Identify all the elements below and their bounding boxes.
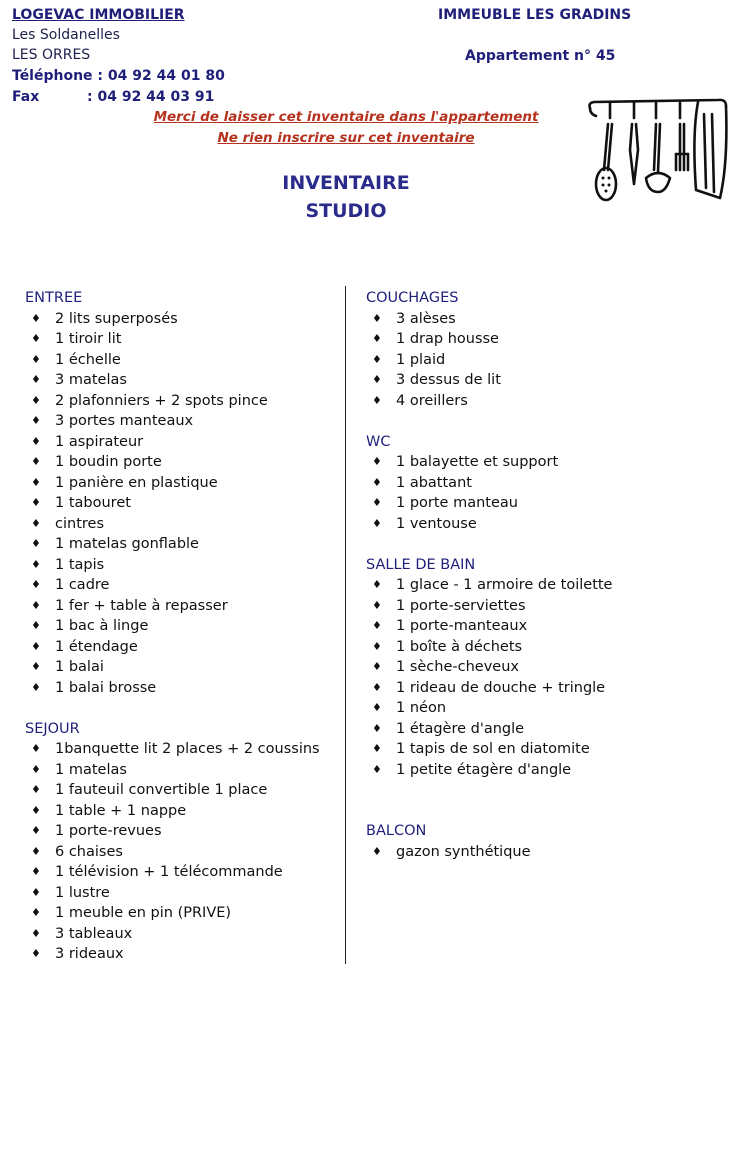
bullet-icon: ♦ bbox=[372, 639, 382, 653]
bullet-icon: ♦ bbox=[372, 701, 382, 714]
list-item bbox=[25, 780, 320, 801]
list-item-label: 1 balayette et support bbox=[396, 454, 559, 470]
list-item-label: 1 tabouret bbox=[55, 495, 131, 511]
list-item bbox=[366, 473, 612, 494]
list-item-label: 1 étendage bbox=[55, 638, 138, 655]
list-item bbox=[366, 719, 612, 740]
bullet-icon: ♦ bbox=[372, 578, 382, 591]
list-item bbox=[366, 657, 612, 678]
list-item bbox=[366, 514, 612, 535]
document-title: INVENTAIRE bbox=[282, 172, 410, 194]
bullet-icon: ♦ bbox=[31, 352, 41, 366]
list-item bbox=[25, 391, 320, 412]
bullet-icon: ♦ bbox=[31, 516, 41, 530]
list-item bbox=[25, 944, 320, 965]
bullet-icon: ♦ bbox=[372, 721, 382, 735]
bullet-icon: ♦ bbox=[31, 803, 41, 817]
bullet-icon: ♦ bbox=[31, 762, 41, 776]
list-item bbox=[25, 329, 320, 350]
bullet-icon: ♦ bbox=[31, 680, 41, 694]
list-item bbox=[25, 473, 320, 494]
list-item-label: 4 oreillers bbox=[396, 392, 468, 409]
bullet-icon: ♦ bbox=[31, 578, 41, 591]
column-divider bbox=[345, 286, 346, 964]
bullet-icon: ♦ bbox=[31, 332, 41, 345]
list-item bbox=[366, 575, 612, 596]
bullet-icon: ♦ bbox=[31, 598, 41, 612]
bullet-icon: ♦ bbox=[31, 639, 41, 653]
list-item bbox=[25, 596, 320, 617]
bullet-icon: ♦ bbox=[31, 885, 41, 899]
list-item-label: 1 télévision + 1 télécommande bbox=[55, 864, 283, 880]
list-item bbox=[366, 309, 612, 330]
balcon-list bbox=[366, 842, 612, 863]
list-item-label: 1 échelle bbox=[55, 351, 121, 368]
list-item-label: 1 balai bbox=[55, 659, 104, 675]
list-item bbox=[25, 760, 320, 781]
list-item-label: cintres bbox=[55, 515, 104, 532]
list-item-label: 1 plaid bbox=[396, 351, 446, 368]
bullet-icon: ♦ bbox=[31, 475, 41, 489]
list-item-label: 1 matelas gonflable bbox=[55, 536, 199, 552]
phone-row bbox=[12, 66, 225, 86]
section-title-couchages: COUCHAGES bbox=[366, 290, 459, 306]
list-item bbox=[25, 924, 320, 945]
notice-keep-inventory: Merci de laisser cet inventaire dans l'appartement bbox=[153, 109, 539, 125]
list-item-label: 3 matelas bbox=[55, 372, 127, 388]
list-item-label: 1 abattant bbox=[396, 474, 472, 491]
list-item bbox=[366, 391, 612, 412]
list-item-label: 1 tiroir lit bbox=[55, 331, 122, 347]
fax-number: : 04 92 44 03 91 bbox=[87, 89, 215, 105]
list-item bbox=[25, 534, 320, 555]
section-title-salle-de-bain: SALLE DE BAIN bbox=[366, 556, 476, 573]
bullet-icon: ♦ bbox=[31, 393, 41, 407]
bullet-icon: ♦ bbox=[372, 311, 382, 325]
list-item bbox=[366, 596, 612, 617]
bullet-icon: ♦ bbox=[31, 619, 41, 632]
list-item-label: 1 balai brosse bbox=[55, 679, 157, 696]
phone-label: Téléphone : bbox=[12, 68, 104, 84]
list-item-label: 1 ventouse bbox=[396, 515, 477, 532]
bullet-icon: ♦ bbox=[372, 475, 382, 489]
apartment-number: Appartement n° 45 bbox=[465, 48, 616, 64]
list-item-label: 1 boudin porte bbox=[55, 454, 162, 470]
fax-label: Fax bbox=[12, 89, 40, 105]
list-item bbox=[25, 616, 320, 637]
bullet-icon: ♦ bbox=[31, 496, 41, 509]
bullet-icon: ♦ bbox=[31, 783, 41, 796]
address-line1: Les Soldanelles bbox=[12, 27, 120, 43]
list-item-label: 3 alèses bbox=[396, 310, 456, 327]
bullet-icon: ♦ bbox=[372, 332, 382, 345]
list-item-label: 1 cadre bbox=[55, 577, 110, 593]
bullet-icon: ♦ bbox=[31, 926, 41, 940]
list-item bbox=[366, 329, 612, 350]
list-item-label: 1 porte-revues bbox=[55, 823, 162, 839]
bullet-icon: ♦ bbox=[31, 537, 41, 550]
list-item bbox=[366, 452, 612, 473]
list-item-label: 1 tapis bbox=[55, 556, 105, 573]
kitchen-utensils-icon bbox=[586, 94, 734, 210]
list-item bbox=[25, 657, 320, 678]
list-item bbox=[25, 411, 320, 432]
list-item-label: 1 boîte à déchets bbox=[396, 638, 523, 655]
couchages-list bbox=[366, 309, 612, 412]
fax-row bbox=[12, 87, 214, 107]
list-item-label: 1 rideau de douche + tringle bbox=[396, 679, 606, 696]
list-item bbox=[25, 821, 320, 842]
bullet-icon: ♦ bbox=[31, 414, 41, 427]
bullet-icon: ♦ bbox=[31, 865, 41, 878]
list-item-label: 6 chaises bbox=[55, 843, 123, 860]
salle-de-bain-list bbox=[366, 575, 612, 780]
list-item-label: 1 étagère d'angle bbox=[396, 720, 525, 737]
list-item bbox=[25, 842, 320, 863]
list-item-label: 2 lits superposés bbox=[55, 310, 178, 327]
list-item bbox=[366, 678, 612, 699]
list-item bbox=[366, 493, 612, 514]
list-item bbox=[366, 842, 612, 863]
right-column bbox=[366, 288, 612, 862]
list-item-label: 2 plafonniers + 2 spots pince bbox=[55, 392, 268, 409]
bullet-icon: ♦ bbox=[372, 762, 382, 776]
bullet-icon: ♦ bbox=[372, 393, 382, 407]
list-item bbox=[25, 350, 320, 371]
bullet-icon: ♦ bbox=[31, 434, 41, 448]
bullet-icon: ♦ bbox=[372, 660, 382, 673]
bullet-icon: ♦ bbox=[372, 742, 382, 755]
bullet-icon: ♦ bbox=[372, 352, 382, 366]
list-item-label: 1 fauteuil convertible 1 place bbox=[55, 782, 268, 798]
list-item bbox=[25, 309, 320, 330]
bullet-icon: ♦ bbox=[372, 455, 382, 468]
list-item bbox=[366, 698, 612, 719]
list-item-label: 1 panière en plastique bbox=[55, 474, 218, 491]
section-title-wc: WC bbox=[366, 433, 391, 450]
list-item-label: 3 portes manteaux bbox=[55, 413, 194, 429]
list-item-label: 1 bac à linge bbox=[55, 618, 149, 634]
list-item-label: 1 petite étagère d'angle bbox=[396, 761, 572, 778]
list-item-label: 1 tapis de sol en diatomite bbox=[396, 741, 590, 757]
list-item bbox=[25, 575, 320, 596]
section-title-sejour: SEJOUR bbox=[25, 720, 80, 737]
list-item-label: 1 porte-manteaux bbox=[396, 618, 528, 634]
left-column bbox=[25, 288, 320, 965]
list-item bbox=[366, 350, 612, 371]
list-item bbox=[25, 493, 320, 514]
list-item-label: 1 meuble en pin (PRIVE) bbox=[55, 905, 232, 921]
bullet-icon: ♦ bbox=[31, 947, 41, 960]
bullet-icon: ♦ bbox=[31, 311, 41, 325]
list-item bbox=[25, 432, 320, 453]
list-item bbox=[25, 637, 320, 658]
section-title-entree: ENTREE bbox=[25, 290, 83, 306]
list-item-label: 3 tableaux bbox=[55, 925, 133, 942]
bullet-icon: ♦ bbox=[372, 844, 382, 858]
list-item-label: 1 néon bbox=[396, 700, 447, 716]
list-item-label: 1 drap housse bbox=[396, 331, 499, 347]
list-item-label: 1 glace - 1 armoire de toilette bbox=[396, 577, 613, 593]
list-item bbox=[366, 616, 612, 637]
entree-list bbox=[25, 309, 320, 699]
list-item bbox=[25, 801, 320, 822]
bullet-icon: ♦ bbox=[372, 619, 382, 632]
list-item bbox=[25, 452, 320, 473]
list-item bbox=[366, 739, 612, 760]
company-name: LOGEVAC IMMOBILIER bbox=[12, 7, 185, 23]
list-item-label: 1 fer + table à repasser bbox=[55, 597, 228, 614]
building-name: IMMEUBLE LES GRADINS bbox=[438, 7, 632, 23]
bullet-icon: ♦ bbox=[372, 516, 382, 530]
list-item bbox=[366, 760, 612, 781]
list-item-label: 1 lustre bbox=[55, 884, 110, 901]
bullet-icon: ♦ bbox=[31, 373, 41, 386]
bullet-icon: ♦ bbox=[31, 660, 41, 673]
list-item bbox=[25, 883, 320, 904]
list-item bbox=[25, 678, 320, 699]
list-item-label: 1 aspirateur bbox=[55, 433, 144, 450]
bullet-icon: ♦ bbox=[31, 906, 41, 919]
list-item-label: 1banquette lit 2 places + 2 coussins bbox=[55, 741, 320, 757]
list-item-label: 1 sèche-cheveux bbox=[396, 659, 519, 675]
list-item-label: 3 rideaux bbox=[55, 946, 124, 962]
list-item bbox=[25, 370, 320, 391]
document-subtitle: STUDIO bbox=[305, 200, 387, 222]
bullet-icon: ♦ bbox=[372, 680, 382, 694]
list-item bbox=[25, 555, 320, 576]
bullet-icon: ♦ bbox=[372, 496, 382, 509]
address-line2: LES ORRES bbox=[12, 47, 91, 63]
sejour-list bbox=[25, 739, 320, 965]
list-item bbox=[25, 514, 320, 535]
bullet-icon: ♦ bbox=[31, 557, 41, 571]
bullet-icon: ♦ bbox=[31, 844, 41, 858]
bullet-icon: ♦ bbox=[372, 598, 382, 612]
bullet-icon: ♦ bbox=[31, 455, 41, 468]
list-item-label: 1 table + 1 nappe bbox=[55, 802, 187, 819]
list-item bbox=[25, 903, 320, 924]
list-item bbox=[366, 637, 612, 658]
bullet-icon: ♦ bbox=[31, 742, 41, 755]
list-item bbox=[25, 739, 320, 760]
bullet-icon: ♦ bbox=[31, 824, 41, 837]
notice-do-not-write: Ne rien inscrire sur cet inventaire bbox=[217, 130, 475, 146]
wc-list bbox=[366, 452, 612, 534]
bullet-icon: ♦ bbox=[372, 373, 382, 386]
list-item-label: 1 porte manteau bbox=[396, 495, 518, 511]
phone-number: 04 92 44 01 80 bbox=[107, 68, 225, 84]
list-item bbox=[25, 862, 320, 883]
list-item-label: 1 porte-serviettes bbox=[396, 597, 526, 614]
list-item bbox=[366, 370, 612, 391]
list-item-label: 3 dessus de lit bbox=[396, 372, 501, 388]
section-title-balcon: BALCON bbox=[366, 823, 427, 839]
list-item-label: 1 matelas bbox=[55, 761, 127, 778]
list-item-label: gazon synthétique bbox=[396, 843, 531, 860]
